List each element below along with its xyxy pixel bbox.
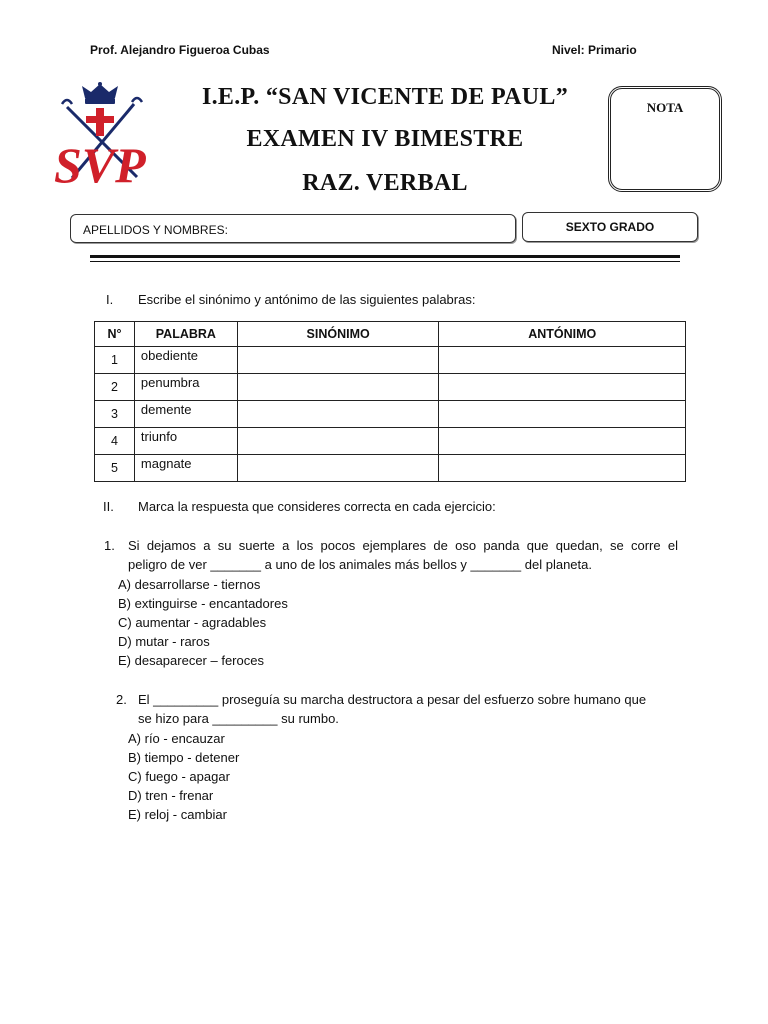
word-cell: penumbra — [134, 374, 237, 401]
grade-level-box — [522, 212, 698, 242]
grade-level-label: SEXTO GRADO — [565, 220, 655, 234]
table-row — [95, 428, 686, 455]
section2-numeral: II. — [103, 499, 114, 514]
question2-text-line1: El _________ proseguía su marcha destructora a pesar del esfuerzo sobre humano que — [138, 692, 647, 707]
word-cell: obediente — [134, 347, 237, 374]
section1-instruction: Escribe el sinónimo y antónimo de las siguientes palabras: — [138, 292, 476, 307]
word-cell: triunfo — [134, 428, 237, 455]
synonym-cell[interactable] — [237, 374, 439, 401]
divider-rule — [90, 255, 680, 258]
question1-option-e[interactable]: E) desaparecer – feroces — [118, 653, 264, 668]
column-header-antonym: ANTÓNIMO — [439, 322, 686, 347]
question2-option-b[interactable]: B) tiempo - detener — [128, 750, 240, 765]
row-number: 1 — [95, 347, 135, 374]
question1-option-d[interactable]: D) mutar - raros — [118, 634, 210, 649]
student-name-label: APELLIDOS Y NOMBRES: — [83, 223, 228, 237]
column-header-word: PALABRA — [134, 322, 237, 347]
table-row — [95, 374, 686, 401]
crown-icon — [82, 82, 118, 104]
logo-letters: SVP — [54, 137, 146, 192]
student-name-field[interactable] — [70, 214, 516, 243]
question2-option-d[interactable]: D) tren - frenar — [128, 788, 214, 803]
word-cell: demente — [134, 401, 237, 428]
word-cell: magnate — [134, 455, 237, 482]
question1-text-line1: Si dejamos a su suerte a los pocos ejemplares de oso panda que quedan, se corre el — [128, 538, 678, 553]
question2-text-line2: se hizo para _________ su rumbo. — [138, 711, 339, 726]
synonym-cell[interactable] — [237, 347, 439, 374]
synonym-antonym-table — [94, 321, 686, 482]
antonym-cell[interactable] — [439, 455, 686, 482]
antonym-cell[interactable] — [439, 401, 686, 428]
section2-instruction: Marca la respuesta que consideres correcta en cada ejercicio: — [138, 499, 496, 514]
question1-number: 1. — [104, 538, 115, 553]
grade-box — [608, 86, 722, 192]
school-title: I.E.P. “SAN VICENTE DE PAUL” — [201, 84, 569, 110]
row-number: 2 — [95, 374, 135, 401]
school-logo — [52, 82, 162, 192]
grade-box-label: NOTA — [646, 100, 684, 115]
teacher-name: Prof. Alejandro Figueroa Cubas — [90, 43, 270, 57]
row-number: 5 — [95, 455, 135, 482]
synonym-cell[interactable] — [237, 401, 439, 428]
row-number: 3 — [95, 401, 135, 428]
antonym-cell[interactable] — [439, 347, 686, 374]
table-row — [95, 401, 686, 428]
question1-option-a[interactable]: A) desarrollarse - tiernos — [118, 577, 261, 592]
row-number: 4 — [95, 428, 135, 455]
question1-text-line2: peligro de ver _______ a uno de los animales más bellos y _______ del planeta. — [128, 557, 592, 572]
synonym-cell[interactable] — [237, 428, 439, 455]
question1-option-b[interactable]: B) extinguirse - encantadores — [118, 596, 288, 611]
column-header-synonym: SINÓNIMO — [237, 322, 439, 347]
table-row — [95, 347, 686, 374]
level-label: Nivel: Primario — [552, 43, 637, 57]
question2-option-e[interactable]: E) reloj - cambiar — [128, 807, 227, 822]
column-header-number: N° — [95, 322, 135, 347]
question2-option-a[interactable]: A) río - encauzar — [128, 731, 225, 746]
question2-number: 2. — [116, 692, 127, 707]
antonym-cell[interactable] — [439, 428, 686, 455]
synonym-cell[interactable] — [237, 455, 439, 482]
question2-option-c[interactable]: C) fuego - apagar — [128, 769, 230, 784]
section1-numeral: I. — [106, 292, 114, 307]
subject-title: RAZ. VERBAL — [302, 170, 468, 196]
exam-title: EXAMEN IV BIMESTRE — [246, 126, 524, 152]
antonym-cell[interactable] — [439, 374, 686, 401]
table-header-row — [95, 322, 686, 347]
question1-option-c[interactable]: C) aumentar - agradables — [118, 615, 267, 630]
table-row — [95, 455, 686, 482]
divider-rule-thin — [90, 261, 680, 262]
